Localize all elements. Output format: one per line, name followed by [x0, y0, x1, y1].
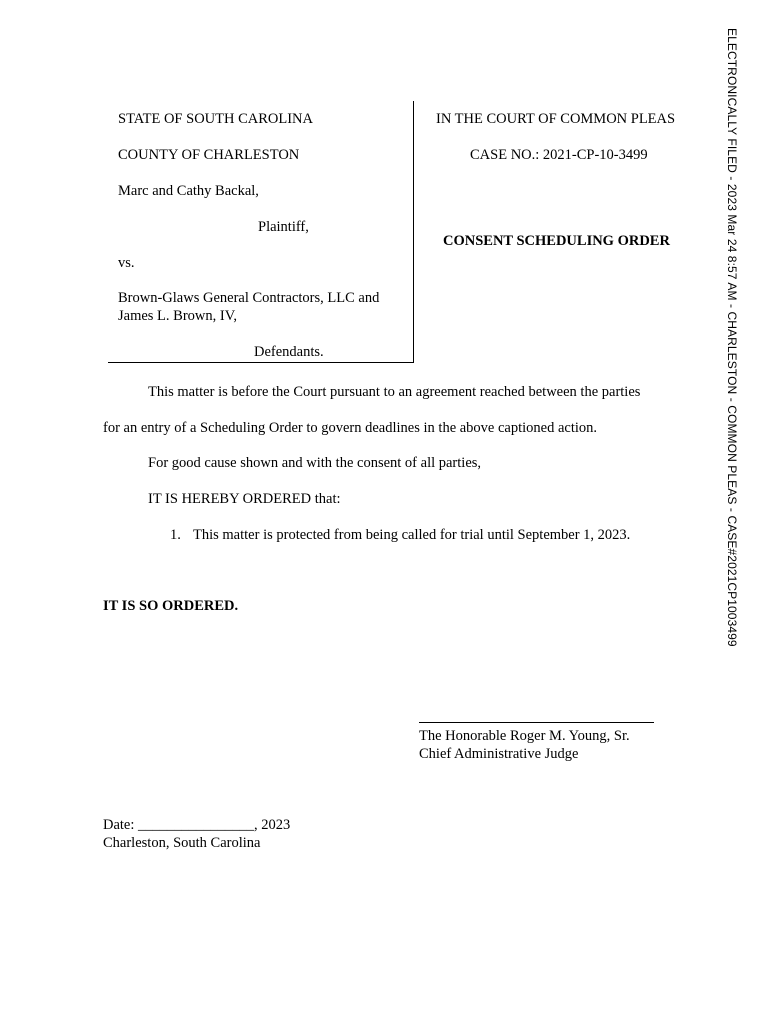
body-paragraph-1-line-2: for an entry of a Scheduling Order to govern deadlines in the above captioned action. — [103, 420, 598, 436]
ordered-heading: IT IS HEREBY ORDERED that: — [148, 491, 341, 507]
court-heading: IN THE COURT OF COMMON PLEAS — [436, 111, 676, 127]
caption-divider-horizontal — [108, 362, 414, 363]
signature-line — [419, 722, 654, 723]
defendants-names-line1: Brown-Glaws General Contractors, LLC and — [118, 290, 380, 306]
plaintiff-role: Plaintiff, — [258, 219, 309, 235]
document-title: CONSENT SCHEDULING ORDER — [443, 233, 670, 249]
judge-name: The Honorable Roger M. Young, Sr. — [419, 728, 630, 744]
body-paragraph-1-line-1: This matter is before the Court pursuant to an agreement reached between the parties — [148, 384, 641, 400]
defendant-role: Defendants. — [254, 344, 324, 360]
county-heading: COUNTY OF CHARLESTON — [118, 147, 300, 163]
body-paragraph-2: For good cause shown and with the consent of all parties, — [148, 455, 482, 471]
order-item-1-text: This matter is protected from being called for trial until September 1, 2023. — [193, 527, 631, 543]
versus-label: vs. — [118, 255, 135, 271]
order-item-1-number: 1. — [170, 527, 181, 543]
case-number: CASE NO.: 2021-CP-10-3499 — [470, 147, 648, 163]
so-ordered-statement: IT IS SO ORDERED. — [103, 598, 239, 614]
caption-divider-vertical — [413, 101, 414, 363]
plaintiffs-names: Marc and Cathy Backal, — [118, 183, 259, 199]
defendants-names-line2: James L. Brown, IV, — [118, 308, 237, 324]
signing-location: Charleston, South Carolina — [103, 835, 261, 851]
electronic-filing-stamp: ELECTRONICALLY FILED - 2023 Mar 24 8:57 AM - CHARLESTON - COMMON PLEAS - CASE#2021CP1003499 — [725, 28, 739, 647]
judge-title: Chief Administrative Judge — [419, 746, 579, 762]
date-line: Date: ________________, 2023 — [103, 817, 291, 833]
state-heading: STATE OF SOUTH CAROLINA — [118, 111, 313, 127]
